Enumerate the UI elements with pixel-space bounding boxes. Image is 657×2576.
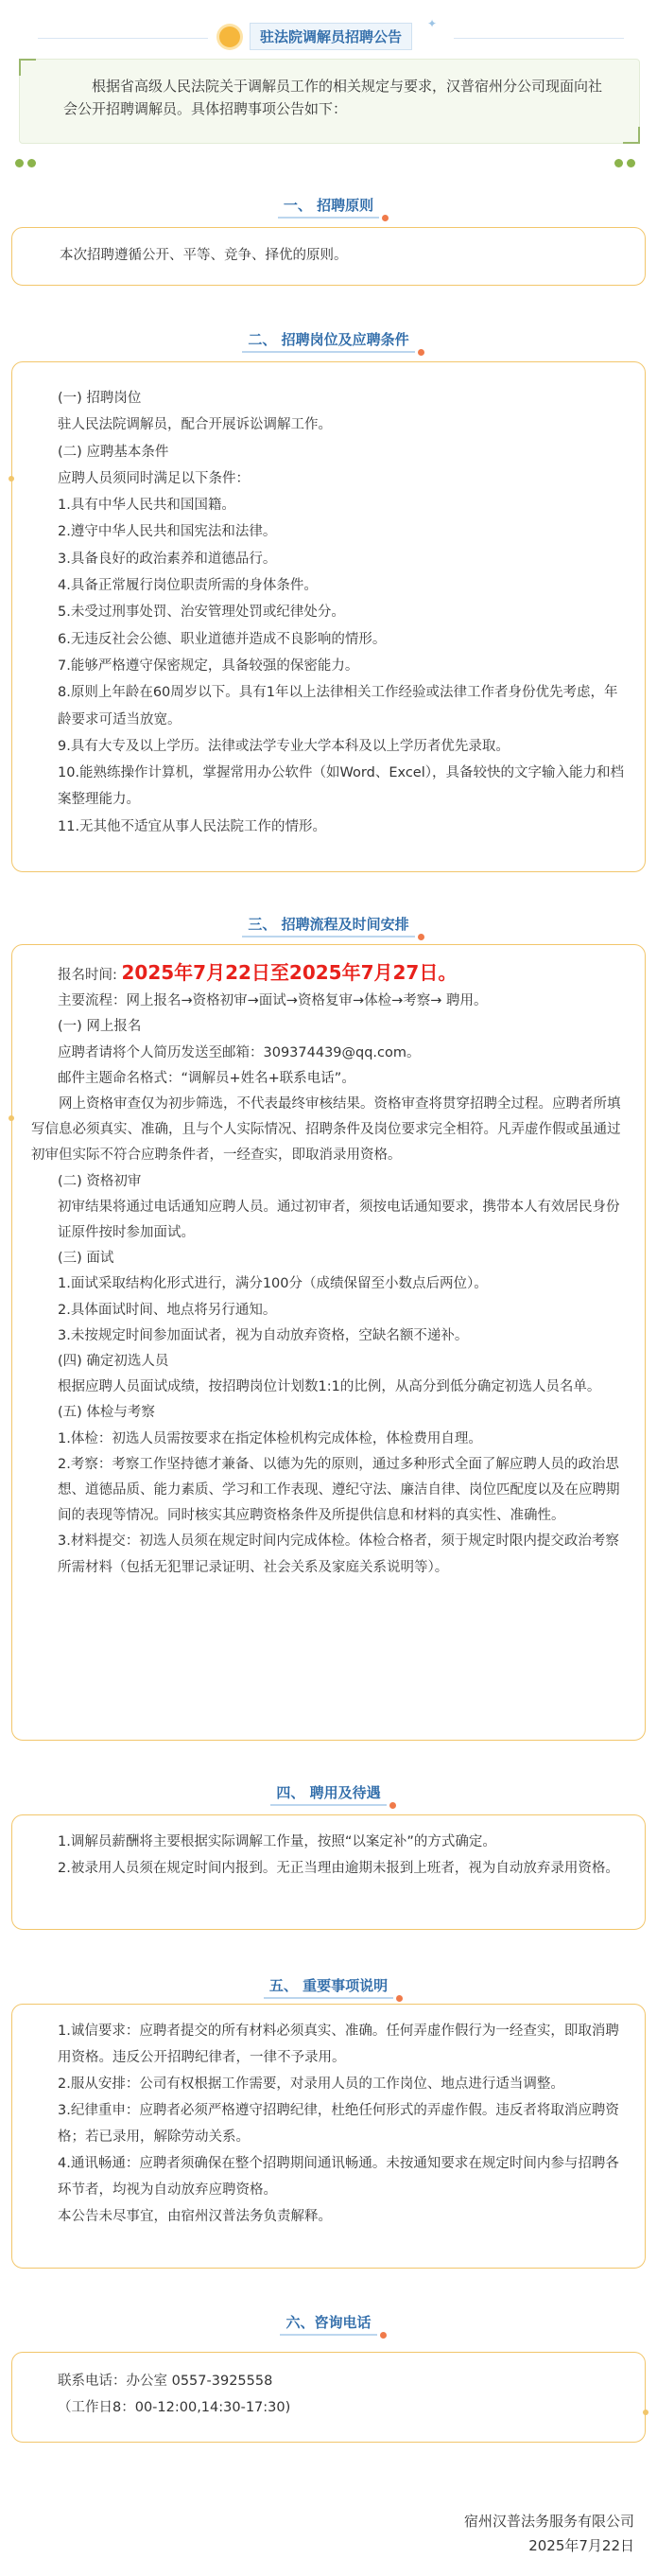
section-line: 11.无其他不适宜从事人民法院工作的情形。 [58, 818, 327, 834]
registration-line [58, 960, 628, 989]
section-line: 1.诚信要求：应聘者提交的所有材料必须真实、准确。任何弄虚作假行为一经查实，即取消聘用资格。违反公开招聘纪律者，一律不予录用。 [58, 2024, 619, 2065]
section-line: 9.具有大专及以上学历。法律或法学专业大学本科及以上学历者优先录取。 [58, 738, 510, 754]
corner-decoration [623, 127, 640, 144]
section-line: 主要流程：网上报名→资格初审→面试→资格复审→体检→考察→ 聘用。 [58, 993, 488, 1009]
section-title [0, 1782, 657, 1806]
sparkle-icon: ✦ [427, 17, 438, 30]
section-line: 7.能够严格遵守保密规定，具备较强的保密能力。 [58, 657, 359, 674]
section-line: 1.体检：初选人员需按要求在指定体检机构完成体检，体检费用自理。 [58, 1430, 482, 1446]
header-divider-left [38, 38, 208, 39]
section-box [11, 1814, 646, 1930]
header-divider-right [454, 38, 624, 39]
section-line: 应聘者请将个人简历发送至邮箱：309374439@qq.com。 [58, 1044, 421, 1060]
leaf-dots-icon [614, 159, 635, 167]
section-line: 2.具体面试时间、地点将另行通知。 [58, 1302, 277, 1318]
section-title-text: 四、 聘用及待遇 [276, 1784, 381, 1801]
section-line: 3.未按规定时间参加面试者，视为自动放弃资格，空缺名额不递补。 [58, 1327, 469, 1343]
section-line: 邮件主题命名格式：“调解员+姓名+联系电话”。 [58, 1070, 355, 1086]
section-title [0, 195, 657, 219]
header-title-wrap [219, 23, 412, 50]
section-line: 8.原则上年龄在60周岁以下。具有1年以上法律相关工作经验或法律工作者身份优先考虑，年龄要求可适当放宽。 [58, 685, 618, 727]
section-line: 3.具备良好的政治素养和道德品行。 [58, 551, 277, 567]
section-line: 2.考察：考察工作坚持德才兼备、以德为先的原则，通过多种形式全面了解应聘人员的政治思想、道德品质、能力素质、学习和工作表现、遵纪守法、廉洁自律、岗位匹配度以及在应聘期间的表现等情况。同时核实其应聘资格条件及所提供信息和材料的真实性、准确性。 [58, 1456, 620, 1524]
section-title-text: 六、咨询电话 [285, 2314, 372, 2331]
section-line: 3.纪律重申：应聘者必须严格遵守招聘纪律，杜绝任何形式的弄虚作假。违反者将取消应聘资格；若已录用，解除劳动关系。 [58, 2103, 619, 2145]
corner-decoration [19, 59, 36, 76]
section-line: 1.具有中华人民共和国国籍。 [58, 498, 235, 514]
border-dot [9, 476, 14, 482]
section-line: 本公告未尽事宜，由宿州汉普法务负责解释。 [58, 2209, 332, 2224]
contact-phone: 联系电话：办公室 0557-3925558 [58, 2374, 273, 2389]
intro-panel [19, 59, 640, 144]
section-line: (一) 招聘岗位 [58, 391, 142, 406]
section-line: (二) 应聘基本条件 [58, 444, 169, 460]
section-line: 驻人民法院调解员，配合开展诉讼调解工作。 [58, 417, 332, 433]
section-line: (一) 网上报名 [58, 1019, 142, 1035]
leaf-dots-icon [15, 159, 36, 167]
section-line: 1.面试采取结构化形式进行，满分100分（成绩保留至小数点后两位）。 [58, 1276, 488, 1292]
section-line: 网上资格审查仅为初步筛选，不代表最终审核结果。资格审查将贯穿招聘全过程。应聘者所填写信息必须真实、准确，且与个人实际情况、招聘条件及岗位要求完全相符。凡弄虚作假或虽通过初审但实际不符合应聘条件者，一经查实，即取消录用资格。 [31, 1096, 621, 1164]
section-line: 10.能熟练操作计算机，掌握常用办公软件（如Word、Excel），具备较快的文字输入能力和档案整理能力。 [58, 765, 624, 808]
section-title-text: 三、 招聘流程及时间安排 [248, 916, 409, 933]
section-line: 应聘人员须同时满足以下条件： [58, 470, 250, 486]
section-title [0, 329, 657, 353]
section-title [0, 914, 657, 938]
section-line: 2.被录用人员须在规定时间内报到。无正当理由逾期未报到上班者，视为自动放弃录用资格。 [58, 1861, 619, 1876]
section-line: 3.材料提交：初选人员须在规定时间内完成体检。体检合格者，须于规定时限内提交政治考察所需材料（包括无犯罪记录证明、社会关系及家庭关系说明等）。 [58, 1533, 619, 1575]
section-line: (三) 面试 [58, 1251, 114, 1267]
section-line: (五) 体检与考察 [58, 1405, 155, 1421]
section-box [11, 944, 646, 1741]
section-line: (二) 资格初审 [58, 1173, 142, 1189]
section-line: 1.调解员薪酬将主要根据实际调解工作量，按照“以案定补”的方式确定。 [58, 1834, 496, 1849]
section-title-text: 一、 招聘原则 [283, 197, 374, 214]
footer [464, 2509, 634, 2558]
footer-company: 宿州汉普法务服务有限公司 [463, 2513, 634, 2530]
section-line: 初审结果将通过电话通知应聘人员。通过初审者，须按电话通知要求，携带本人有效居民身份证原件按时参加面试。 [58, 1199, 620, 1241]
page-title: 驻法院调解员招聘公告 [250, 23, 412, 50]
section-title [0, 2312, 657, 2336]
intro-text: 根据省高级人民法院关于调解员工作的相关规定与要求，汉普宿州分公司现面向社会公开招聘调解员。具体招聘事项公告如下： [63, 78, 603, 117]
section-box [11, 361, 646, 872]
footer-date: 2025年7月22日 [528, 2537, 634, 2554]
section-line: 4.通讯畅通：应聘者须确保在整个招聘期间通讯畅通。未按通知要求在规定时间内参与招聘各环节者，均视为自动放弃应聘资格。 [58, 2156, 619, 2198]
section-line: 本次招聘遵循公开、平等、竞争、择优的原则。 [60, 248, 348, 263]
border-dot [643, 2410, 648, 2415]
border-dot [9, 1115, 14, 1121]
contact-hours: （工作日8：00-12:00,14:30-17:30) [58, 2400, 291, 2415]
registration-date: 2025年7月22日至2025年7月27日。 [121, 961, 458, 984]
section-line: 2.遵守中华人民共和国宪法和法律。 [58, 524, 277, 540]
section-line: 根据应聘人员面试成绩，按招聘岗位计划数1:1的比例，从高分到低分确定初选人员名单。 [58, 1379, 601, 1395]
header [0, 17, 657, 55]
section-title-text: 五、 重要事项说明 [268, 1977, 389, 1994]
section-box [11, 227, 646, 286]
sun-icon [219, 26, 240, 47]
section-title-text: 二、 招聘岗位及应聘条件 [248, 331, 409, 348]
section-title [0, 1975, 657, 1999]
registration-label: 报名时间: [58, 968, 117, 983]
section-box [11, 2004, 646, 2269]
section-line: 5.未受过刑事处罚、治安管理处罚或纪律处分。 [58, 605, 345, 621]
section-box [11, 2352, 646, 2443]
section-line: 4.具备正常履行岗位职责所需的身体条件。 [58, 578, 318, 594]
section-line: (四) 确定初选人员 [58, 1354, 169, 1370]
section-line: 2.服从安排：公司有权根据工作需要，对录用人员的工作岗位、地点进行适当调整。 [58, 2077, 564, 2092]
section-line: 6.无违反社会公德、职业道德并造成不良影响的情形。 [58, 631, 387, 647]
